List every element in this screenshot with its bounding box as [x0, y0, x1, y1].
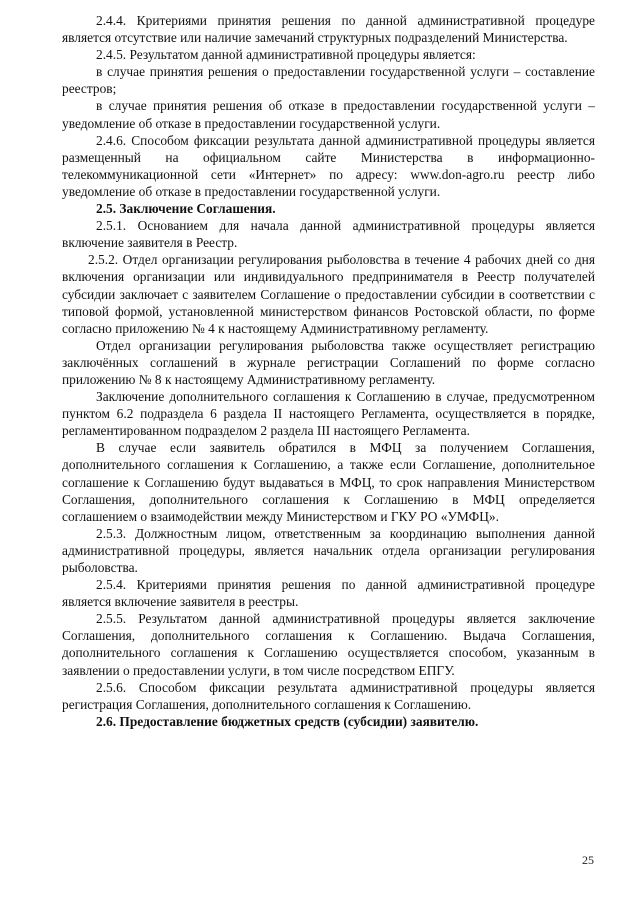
paragraph-result-approve: в случае принятия решения о предоставлении государственной услуги – составление реестров; — [62, 64, 595, 97]
paragraph-2-5-5: 2.5.5. Результатом данной административной процедуры является заключение Соглашения, дополнительного соглашения к Соглашению. Выдача Соглашения, дополнительного соглашения к Соглашению осуществляется способом, указанным в заявлении о предоставлении услуги, в том числе посредством ЕПГУ. — [62, 611, 595, 678]
page-number: 25 — [582, 853, 594, 867]
paragraph-2-5-1: 2.5.1. Основанием для начала данной административной процедуры является включение заявителя в Реестр. — [62, 218, 595, 251]
paragraph-additional-agreement: Заключение дополнительного соглашения к Соглашению в случае, предусмотренном пунктом 6.2 подраздела 6 раздела II настоящего Регламента, осуществляется в порядке, регламентированном подразделом 2 раздела III настоящего Регламента. — [62, 389, 595, 439]
paragraph-2-5-3: 2.5.3. Должностным лицом, ответственным за координацию выполнения данной административной процедуры, является начальник отдела организации регулирования рыболовства. — [62, 525, 595, 575]
paragraph-2-4-6: 2.4.6. Способом фиксации результата данной административной процедуры является размещенный на официальном сайте Министерства в информационно-телекоммуникационной сети «Интернет» по адресу: www.don-agro.ru реестр либо уведомление об отказе в предоставлении государственной услуги. — [62, 132, 595, 199]
paragraph-mfc: В случае если заявитель обратился в МФЦ за получением Соглашения, дополнительного соглашения к Соглашению, а также если Соглашение, дополнительное соглашение к Соглашению будут выдаваться в МФЦ, то срок направления Министерством Соглашения, дополнительного соглашения к Соглашению в МФЦ определяется соглашением о взаимодействии между Министерством и ГКУ РО «УМФЦ». — [62, 440, 595, 524]
section-heading-2-6: 2.6. Предоставление бюджетных средств (субсидии) заявителю. — [96, 713, 479, 729]
paragraph-2-4-5: 2.4.5. Результатом данной административной процедуры является: — [96, 47, 476, 63]
document-page — [62, 12, 595, 730]
paragraph-2-5-6: 2.5.6. Способом фиксации результата административной процедуры является регистрация Соглашения, дополнительного соглашения к Соглашению. — [62, 679, 595, 712]
paragraph-2-5-4: 2.5.4. Критериями принятия решения по данной административной процедуре является включение заявителя в реестры. — [62, 577, 595, 610]
paragraph-result-refuse: в случае принятия решения об отказе в предоставлении государственной услуги – уведомление об отказе в предоставлении государственной услуги. — [62, 98, 595, 131]
section-heading-2-5: 2.5. Заключение Соглашения. — [96, 201, 276, 217]
paragraph-2-5-2: 2.5.2. Отдел организации регулирования рыболовства в течение 4 рабочих дней со дня включения организации или индивидуального предпринимателя в Реестр получателей субсидии заключает с заявителем Соглашение о предоставлении субсидии в соответствии с типовой формой, установленной министерством финансов Ростовской области, по форме согласно приложению № 4 к настоящему Административному регламенту. — [62, 252, 595, 336]
paragraph-2-4-4: 2.4.4. Критериями принятия решения по данной административной процедуре является отсутствие или наличие замечаний структурных подразделений Министерства. — [62, 13, 595, 46]
paragraph-registration: Отдел организации регулирования рыболовства также осуществляет регистрацию заключённых соглашений в журнале регистрации Соглашений по форме согласно приложению № 8 к настоящему Административному регламенту. — [62, 337, 595, 387]
